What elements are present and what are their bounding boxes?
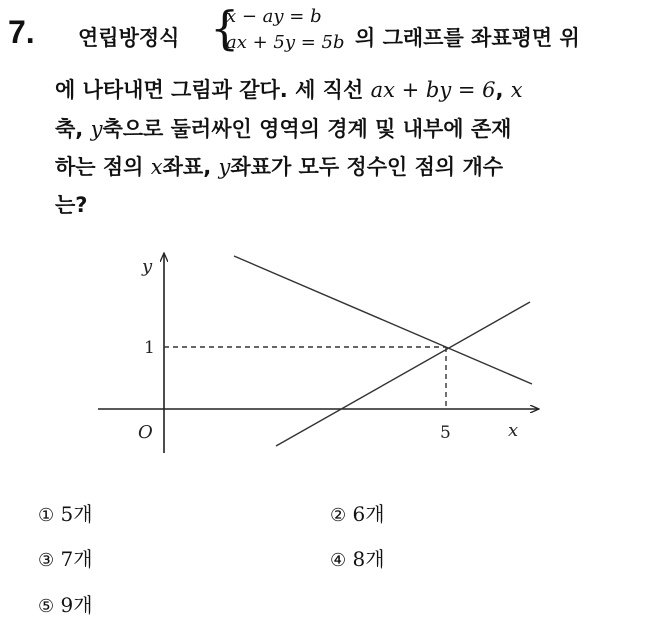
question-line-1 (78, 22, 179, 52)
x-axis-label: x (508, 420, 519, 441)
choice-4[interactable] (330, 543, 385, 572)
line-increasing (276, 302, 530, 446)
question-text-5: 축, (55, 117, 84, 141)
y-axis-label: y (142, 256, 153, 277)
question-line-5 (55, 189, 87, 219)
choice-2[interactable] (330, 498, 385, 527)
math-x: x (510, 78, 523, 102)
choice-mark: ② (330, 505, 347, 526)
equation-2: ax + 5y = 5b (226, 32, 345, 53)
math-y: y (90, 117, 103, 141)
choice-1[interactable] (38, 498, 93, 527)
coordinate-graph (98, 248, 548, 458)
choice-text: 8개 (352, 547, 385, 571)
choice-mark: ③ (38, 550, 55, 571)
line-equation: ax + by = 6 (370, 78, 496, 102)
choice-mark: ⑤ (38, 596, 55, 617)
choice-5[interactable] (38, 589, 93, 618)
x-tick-label: 5 (440, 423, 451, 443)
question-text-10: 는? (55, 193, 88, 217)
equation-system (210, 1, 358, 58)
origin-label: O (138, 422, 153, 443)
question-line-4 (55, 151, 503, 181)
math-x2: x (150, 155, 163, 179)
y-tick-label: 1 (144, 338, 155, 358)
question-text-1: 연립방정식 (78, 26, 180, 50)
question-line-1b (355, 22, 580, 52)
line-decreasing (234, 256, 532, 384)
question-line-3 (55, 113, 511, 143)
choice-text: 9개 (60, 593, 93, 617)
question-text-7: 하는 점의 (55, 155, 144, 179)
left-brace: { (210, 1, 240, 55)
question-text-9: 좌표가 모두 정수인 점의 개수 (230, 155, 504, 179)
choice-mark: ① (38, 505, 55, 526)
question-text-3: 에 나타내면 그림과 같다. 세 직선 (55, 78, 364, 102)
choice-text: 6개 (352, 502, 385, 526)
question-text-8: 좌표, (162, 155, 212, 179)
question-text-2: 의 그래프를 좌표평면 위 (355, 26, 580, 50)
choice-3[interactable] (38, 543, 93, 572)
question-text-6: 축으로 둘러싸인 영역의 경계 및 내부에 존재 (102, 117, 512, 141)
question-line-2 (55, 74, 523, 104)
math-y2: y (218, 155, 231, 179)
choice-mark: ④ (330, 550, 347, 571)
choice-text: 5개 (60, 502, 93, 526)
choice-text: 7개 (60, 547, 93, 571)
question-text-4: , (495, 78, 504, 102)
equation-1: x − ay = b (226, 6, 322, 27)
question-number: 7. (8, 14, 35, 50)
